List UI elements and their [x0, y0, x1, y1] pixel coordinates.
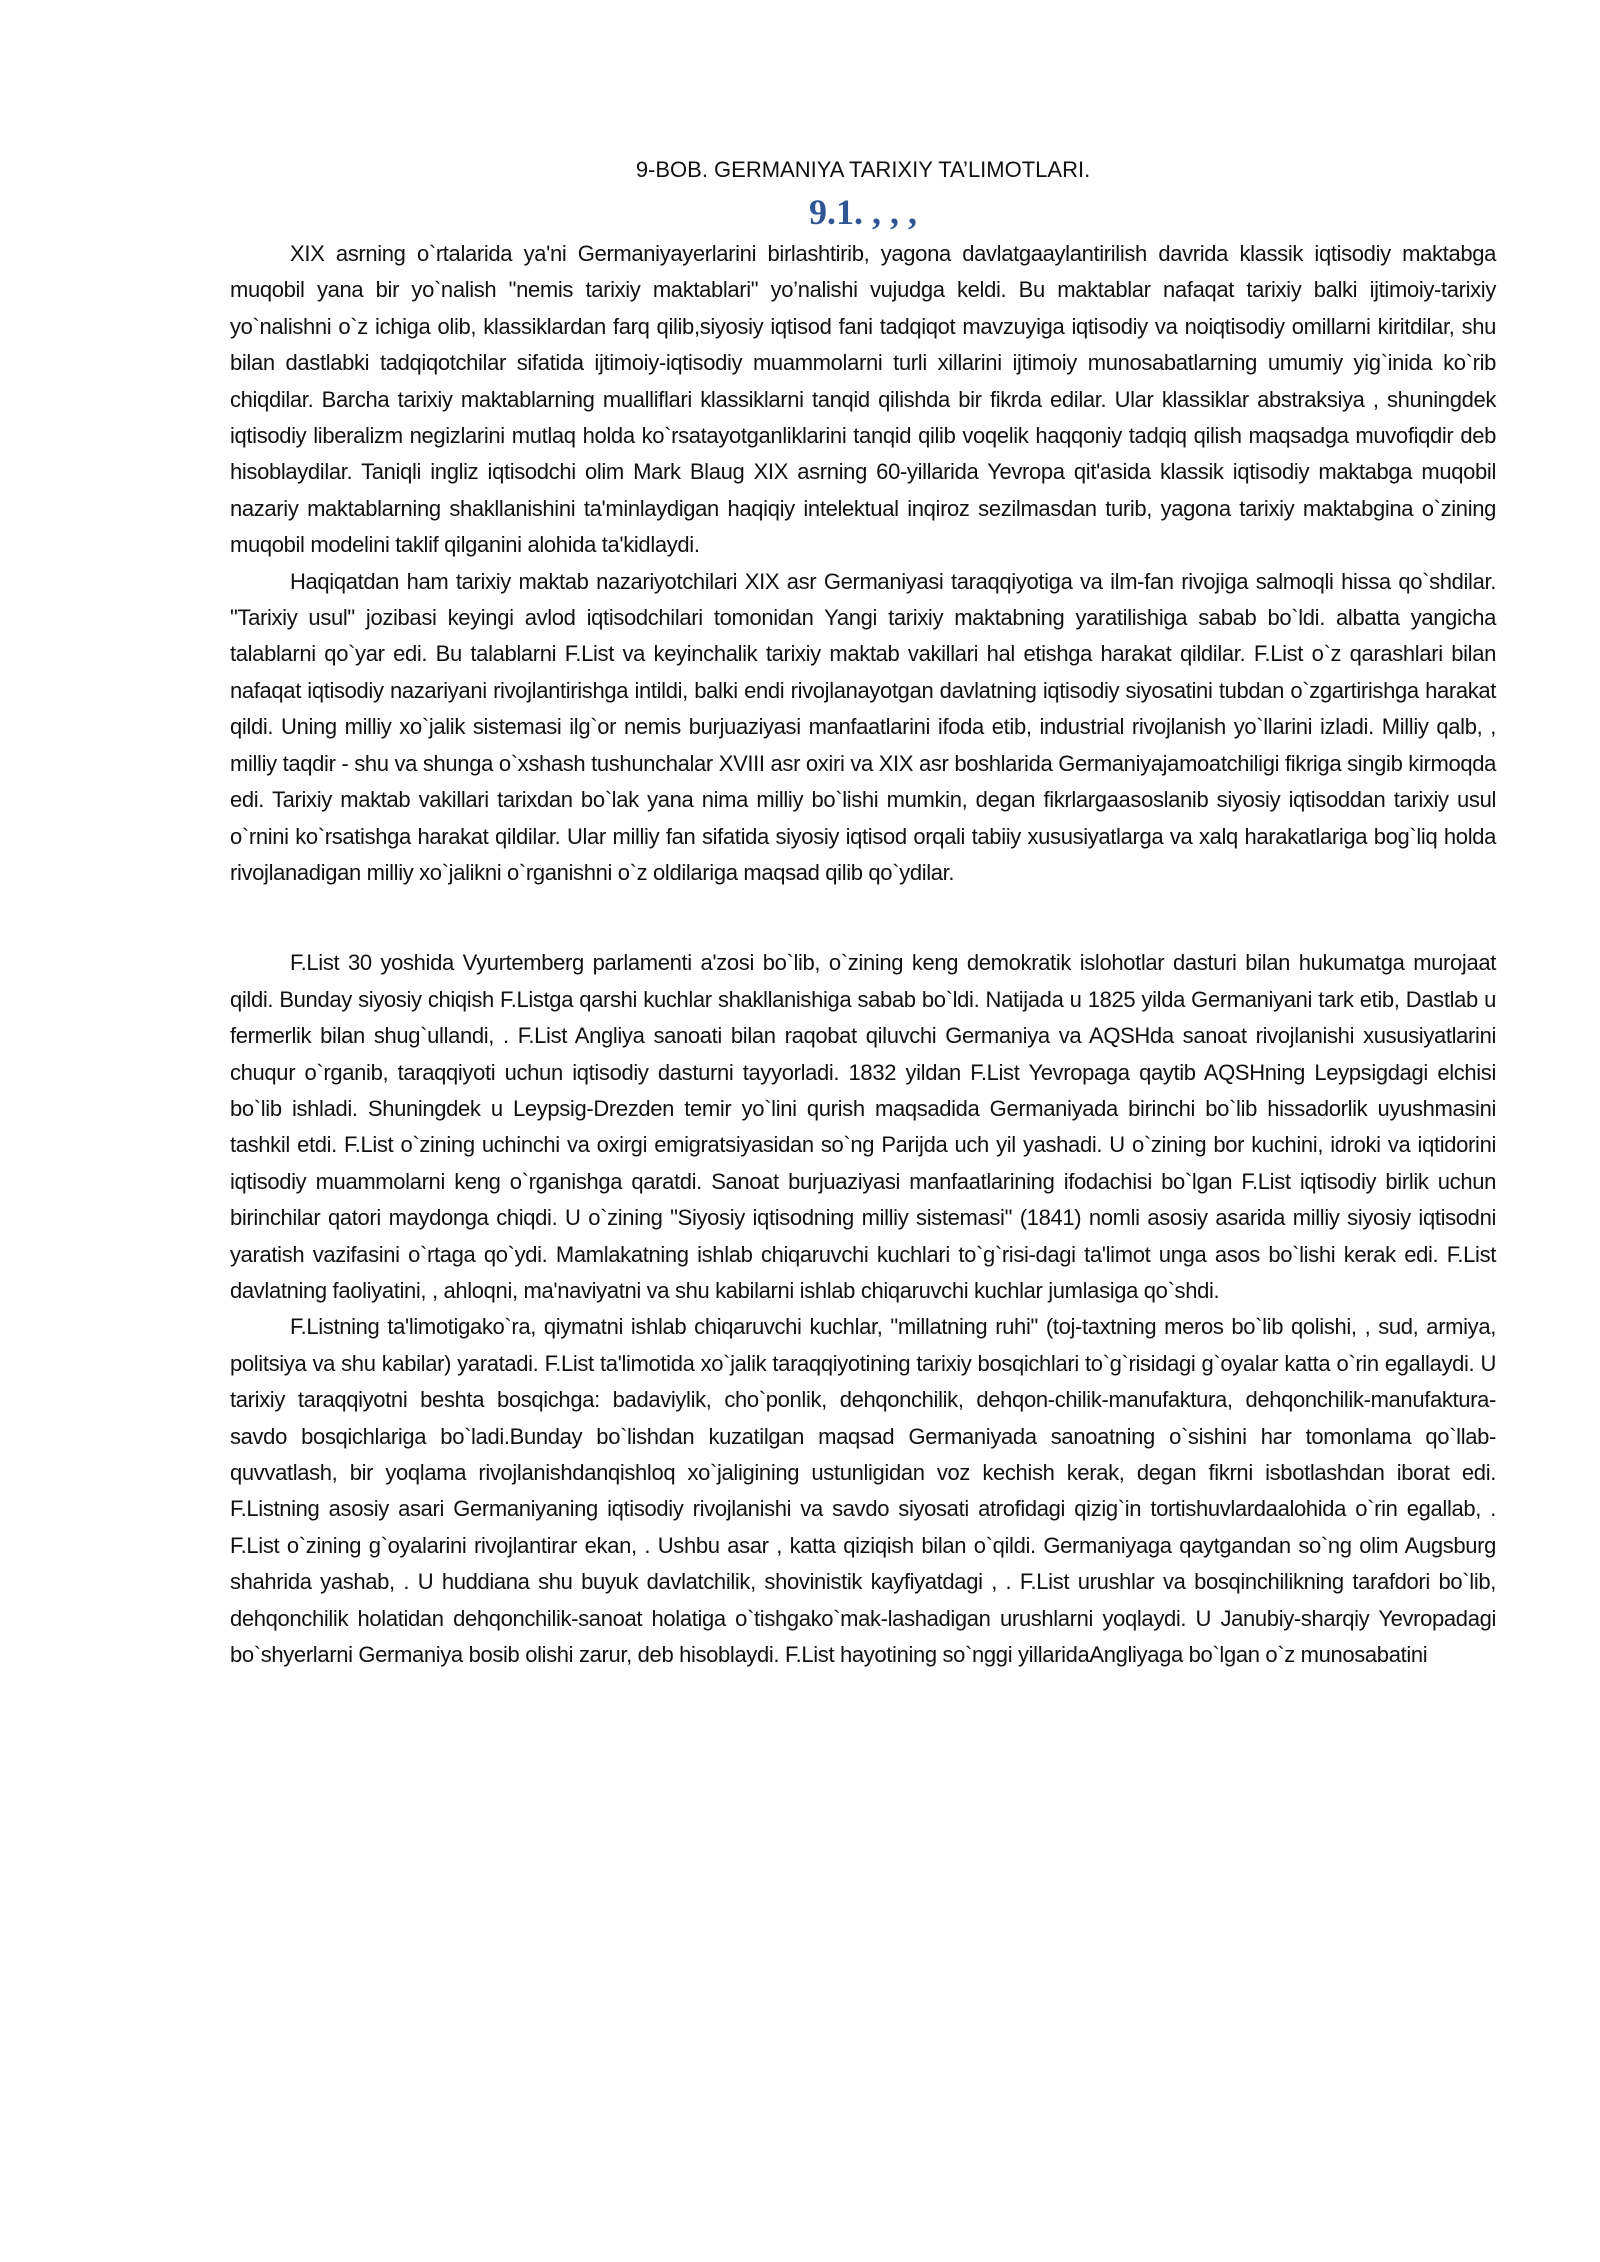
- paragraph-list-teaching: F.Listning ta'limotigako`ra, qiymatni ishlab chiqaruvchi kuchlar, "millatning ruhi" (toj-taxtning meros bo`lib qolishi, , sud, armiya, politsiya va shu kabilar) yaratadi. F.List ta'limotida xo`jalik taraqqiyotining tarixiy bosqichlari to`g`risidagi g`oyalar katta o`rin egallaydi. U tarixiy taraqqiyotni beshta bosqichga: badaviylik, cho`ponlik, dehqonchilik, dehqon-chilik-manufaktura, dehqonchilik-manufaktura-savdo bosqichlariga bo`ladi.Bunday bo`lishdan kuzatilgan maqsad Germaniyada sanoatning o`sishini har tomonlama qo`llab-quvvatlash, bir yoqlama rivojlanishdanqishloq xo`jaligining ustunligidan voz kechish kerak, degan fikrni isbotlashdan iborat edi. F.Listning asosiy asari Germaniyaning iqtisodiy rivojlanishi va savdo siyosati atrofidagi qizig`in tortishuvlardaalohida o`rin egallab, . F.List o`zining g`oyalarini rivojlantirar ekan, . Ushbu asar , katta qiziqish bilan o`qildi. Germaniyaga qaytgandan so`ng olim Augsburg shahrida yashab, . U huddiana shu buyuk davlatchilik, shovinistik kayfiyatdagi , . F.List urushlar va bosqinchilikning tarafdori bo`lib, dehqonchilik holatidan dehqonchilik-sanoat holatiga o`tishgako`mak-lashadigan urushlarni yoqlaydi. U Janubiy-sharqiy Yevropadagi bo`shyerlarni Germaniya bosib olishi zarur, deb hisoblaydi. F.List hayotining so`nggi yillaridaAngliyaga bo`lgan o`z munosabatini: [230, 1314, 1496, 1668]
- paragraph-historical-school: Haqiqatdan ham tarixiy maktab nazariyotchilari XIX asr Germaniyasi taraqqiyotiga va ilm-fan rivojiga salmoqli hissa qo`shdilar. "Tarixiy usul" jozibasi keyingi avlod iqtisodchilari tomonidan Yangi tarixiy maktabning yaratilishiga sabab bo`ldi. albatta yangicha talablarni qo`yar edi. Bu talablarni F.List va keyinchalik tarixiy maktab vakillari hal etishga harakat qildilar. F.List o`z qarashlari bilan nafaqat iqtisodiy nazariyani rivojlantirishga intildi, balki endi rivojlanayotgan davlatning iqtisodiy siyosatini tubdan o`zgartirishga harakat qildi. Uning milliy xo`jalik sistemasi ilg`or nemis burjuaziyasi manfaatlarini ifoda etib, industrial rivojlanish yo`llarini izladi. Milliy qalb, , milliy taqdir - shu va shunga o`xshash tushunchalar XVIII asr oxiri va XIX asr boshlarida Germaniyajamoatchiligi fikriga singib kirmoqda edi. Tarixiy maktab vakillari tarixdan bo`lak yana nima milliy bo`lishi mumkin, degan fikrlargaasoslanib siyosiy iqtisoddan tarixiy usul o`rnini ko`rsatishga harakat qildilar. Ular milliy fan sifatida siyosiy iqtisod orqali tabiiy xususiyatlarga va xalq harakatlariga bog`liq holda rivojlanadigan milliy xo`jalikni o`rganishni o`z oldilariga maqsad qilib qo`ydilar.: [230, 568, 1496, 885]
- paragraph-list-biography: F.List 30 yoshida Vyurtemberg parlamenti a'zosi bo`lib, o`zining keng demokratik islohotlar dasturi bilan hukumatga murojaat qildi. Bunday siyosiy chiqish F.Listga qarshi kuchlar shakllanishiga sabab bo`ldi. Natijada u 1825 yilda Germaniyani tark etib, Dastlab u fermerlik bilan shug`ullandi, . F.List Angliya sanoati bilan raqobat qiluvchi Germaniya va AQSHda sanoat rivojlanishi xususiyatlarini chuqur o`rganib, taraqqiyoti uchun iqtisodiy dasturni tayyorladi. 1832 yildan F.List Yevropaga qaytib AQSHning Leypsigdagi elchisi bo`lib ishladi. Shuningdek u Leypsig-Drezden temir yo`lini qurish maqsadida Germaniyada birinchi bo`lib hissadorlik uyushmasini tashkil etdi. F.List o`zining uchinchi va oxirgi emigratsiyasidan so`ng Parijda uch yil yashadi. U o`zining bor kuchini, idroki va iqtidorini iqtisodiy muammolarni keng o`rganishga qaratdi. Sanoat burjuaziyasi manfaatlarining ifodachisi bo`lgan F.List iqtisodiy birlik uchun birinchilar qatori maydonga chiqdi. U o`zining "Siyosiy iqtisodning milliy sistemasi" (1841) nomli asosiy asarida milliy siyosiy iqtisodni yaratish vazifasini o`rtaga qo`ydi. Mamlakatning ishlab chiqaruvchi kuchlari to`g`risi-dagi ta'limot unga asos bo`lishi kerak edi. F.List davlatning faoliyatini, , ahloqni, ma'naviyatni va shu kabilarni ishlab chiqaruvchi kuchlar jumlasiga qo`shdi.: [230, 950, 1496, 1303]
- section-title: 9.1. , , ,: [809, 192, 917, 232]
- paragraph-spacer: [230, 891, 1496, 945]
- paragraph-intro: XIX asrning o`rtalarida ya'ni Germaniyayerlarini birlashtirib, yagona davlatgaaylantirilish davrida klassik iqtisodiy maktabga muqobil yana bir yo`nalish "nemis tarixiy maktablari" yo’nalishi vujudga keldi. Bu maktablar nafaqat tarixiy balki ijtimoiy-tarixiy yo`nalishni o`z ichiga olib, klassiklardan farq qilib,siyosiy iqtisod fani tadqiqot mavzuyiga iqtisodiy va noiqtisodiy omillarni kiritdilar, shu bilan dastlabki tadqiqotchilar sifatida ijtimoiy-iqtisodiy muammolarni turli xillarini ijtimoiy munosabatlarning umumiy yig`inida ko`rib chiqdilar. Barcha tarixiy maktablarning mualliflari klassiklarni tanqid qilishda bir fikrda edilar. Ular klassiklar abstraksiya , shuningdek iqtisodiy liberalizm negizlarini mutlaq holda ko`rsatayotganliklarini tanqid qilib voqelik haqqoniy tadqiq qilish maqsadga muvofiqdir deb hisoblaydilar. Taniqli ingliz iqtisodchi olim Mark Blaug XIX asrning 60-yillarida Yevropa qit'asida klassik iqtisodiy maktabga muqobil nazariy maktablarning shakllanishini ta'minlaydigan haqiqiy intelektual inqiroz sezilmasdan turib, yagona tarixiy maktabgina o`zining muqobil modelini taklif qilganini alohida ta'kidlaydi.: [230, 241, 1496, 558]
- chapter-title: 9-BOB. GERMANIYA TARIXIY TA’LIMOTLARI.: [635, 157, 1091, 182]
- document-page: [230, 150, 1496, 1673]
